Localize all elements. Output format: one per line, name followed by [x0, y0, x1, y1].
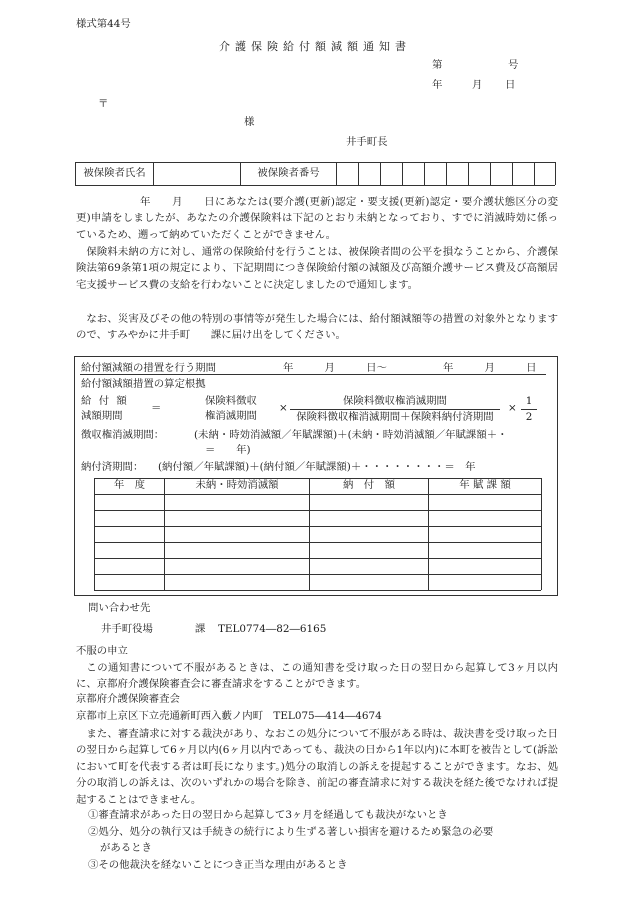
- formula-fraction-numerator: 保険料徴収権消滅期間: [343, 395, 447, 407]
- period-to: 年 月 日: [443, 362, 537, 374]
- postal-mark: 〒: [98, 98, 109, 110]
- notice-paragraph-2: 保険料未納の方に対し、通常の保険給付を行うことは、被保険者間の公平を損なうことから、介護保険法第69条第1項の規定により、下記期間につき保険給付額の減額及び高額介護サービス費及び高額居宅支援サービス費の支給を行わないことに決定しましたので通知します。: [76, 246, 558, 291]
- number-prefix: 第: [432, 59, 443, 71]
- basis-label: 給付額減額措置の算定根拠: [81, 378, 206, 390]
- formula-lhs-top: 給 付 額: [81, 395, 129, 407]
- col-header-annual-levy: 年 賦 課 額: [459, 479, 511, 492]
- issuer-name: 井手町長: [346, 136, 388, 148]
- addressee-suffix: 様: [244, 116, 255, 128]
- col-header-paid: 納 付 額: [343, 479, 395, 492]
- formula-times-2: ×: [508, 402, 517, 414]
- insured-number-label: 被保険者番号: [257, 167, 320, 180]
- date-month: 月: [472, 79, 483, 91]
- contact-label: 問い合わせ先: [88, 602, 151, 614]
- contact-tel: TEL0774―82―6165: [218, 623, 327, 635]
- formula-term1-bottom: 権消滅期間: [205, 410, 257, 422]
- document-title: 介護保険給付額減額通知書: [219, 40, 411, 53]
- period-label: 給付額減額の措置を行う期間: [81, 362, 217, 374]
- paid-period-formula: (納付額／年賦課額)＋(納付額／年賦課額)＋・・・・・・・・＝ 年: [158, 461, 476, 473]
- appeal-paragraph-2: また、審査請求に対する裁決があり、なおこの処分について不服がある時は、裁決書を受け取った日の翌日から起算して6ヶ月以内(6ヶ月以内であっても、裁決の日から1年以内)に本町を被告として(訴訟において町を代表する者は町長になります。)処分の取消しの訴えを提起することができます。なお、処分の取消しの訴えは、次のいずれかの場合を除き、前記の審査請求に対する裁決を経た後でなければ提起することはできません。: [76, 728, 558, 806]
- formula-fraction-denominator: 保険料徴収権消滅期間＋保険料納付済期間: [296, 411, 494, 423]
- date-day: 日: [505, 79, 516, 91]
- formula-term1-top: 保険料徴収: [205, 395, 257, 407]
- lapsed-period-formula: (未納・時効消滅額／年賦課額)＋(未納・時効消滅額／年賦課額＋・: [194, 429, 508, 441]
- date-year: 年: [432, 79, 443, 91]
- appeal-condition-3: ③その他裁決を経ないことにつき正当な理由があるとき: [88, 859, 348, 871]
- formula-fraction-bar: [290, 409, 500, 410]
- col-header-unpaid-lapsed: 未納・時効消滅額: [195, 479, 279, 492]
- form-number: 様式第44号: [76, 18, 131, 30]
- formula-equals: ＝: [151, 402, 162, 414]
- appeal-condition-2: ②処分、処分の執行又は手続きの続行により生ずる著しい損害を避けるため緊急の必要: [88, 826, 494, 838]
- appeal-heading: 不服の申立: [76, 645, 128, 657]
- notice-paragraph-3: なお、災害及びその他の特別の事情等が発生した場合には、給付額減額等の措置の対象外となりますので、すみやかに井手町 課に届け出をしてください。: [76, 313, 558, 342]
- half-denominator: 2: [525, 411, 533, 423]
- appeal-condition-1: ①審査請求があった日の翌日から起算して3ヶ月を経過しても裁決がないとき: [88, 809, 448, 821]
- lapsed-period-result: ＝ 年): [205, 444, 251, 456]
- notice-date-blank: 年 月 日にあなたは: [140, 196, 269, 208]
- contact-office: 井手町役場: [101, 623, 153, 635]
- col-header-year: 年 度: [113, 479, 146, 492]
- appeal-condition-2-cont: があるとき: [100, 842, 152, 854]
- lapsed-period-label: 徴収権消滅期間：: [81, 429, 165, 441]
- period-from: 年 月 日～: [283, 362, 387, 374]
- contact-dept: 課: [195, 623, 206, 635]
- appeal-organization: 京都府介護保険審査会: [76, 693, 180, 705]
- half-numerator: 1: [525, 395, 533, 407]
- number-suffix: 号: [508, 59, 519, 71]
- formula-times: ×: [279, 402, 288, 414]
- notice-paragraph-1: 年 月 日にあなたは(要介護(更新)認定・要支援(更新)認定・要介護状態区分の変更)申請をしましたが、あなたの介護保険料は下記のとおり未納となっており、すでに消滅時効に係っているため、遡って納めていただくことができません。: [76, 196, 558, 241]
- formula-lhs-bottom: 減額期間: [81, 410, 123, 422]
- appeal-paragraph-1: この通知書について不服があるときは、この通知書を受け取った日の翌日から起算して3ヶ月以内に、京都府介護保険審査会に審査請求をすることができます。: [76, 662, 558, 691]
- calculation-box: [74, 356, 558, 596]
- paid-period-label: 納付済期間：: [81, 461, 144, 473]
- insured-name-label: 被保険者氏名: [83, 167, 146, 180]
- appeal-address: 京都市上京区下立売通新町西入藪ノ内町 TEL075―414―4674: [76, 710, 382, 722]
